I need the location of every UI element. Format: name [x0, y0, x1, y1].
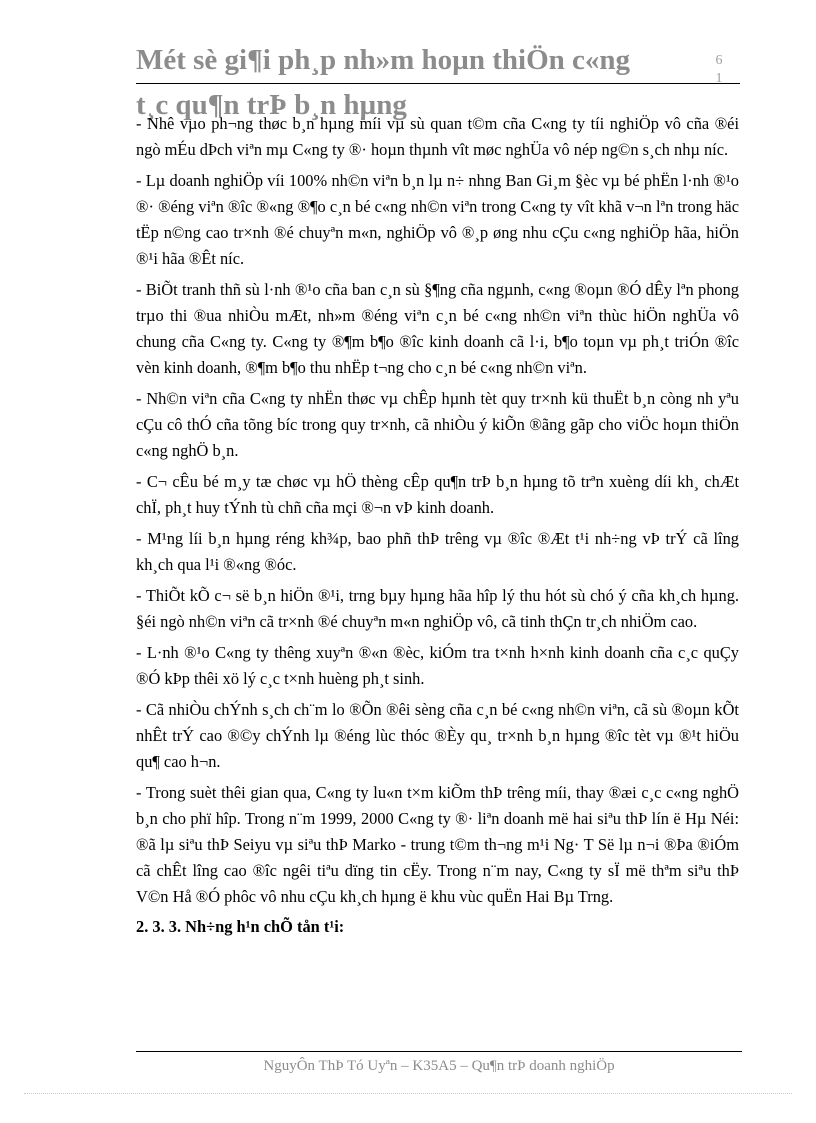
section-subheading: 2. 3. 3. Nh÷ng h¹n chÕ tån t¹i:	[136, 917, 345, 936]
paragraph: - Lµ doanh nghiÖp víi 100% nh©n viªn b¸n lµ n÷ nhng Ban Gi¸m §èc vµ bé phËn l·nh ®¹o ®· ®éng viªn ®îc ®«ng ®¶o c¸n bé c«ng nh©n viªn trong C«ng ty vît khã v¬n lªn trong häc tËp n©ng cao tr×nh ®é chuyªn m«n, nghiÖp vô ®¸p øng nhu cÇu c«ng nghiÖp hãa, hiÖn ®¹i hãa ®Êt níc.	[136, 171, 739, 268]
paragraph: - Nh©n viªn cña C«ng ty nhËn thøc vµ chÊp hµnh tèt quy tr×nh kü thuËt b¸n còng nh yªu cÇu cô thÓ cña tõng bíc trong quy tr×nh, cã nhiÒu ý kiÕn ®ãng gãp cho viÖc hoµn thiÖn c«ng nghÖ b¸n.	[136, 389, 739, 460]
paragraph: - M¹ng líi b¸n hµng réng kh¾p, bao phñ thÞ trêng vµ ®îc ®Æt t¹i nh÷ng vÞ trÝ cã lîng kh¸ch qua l¹i ®«ng ®óc.	[136, 529, 739, 574]
header-title-line-1: Mét sè gi¶i ph¸p nh»m hoµn thiÖn c«ng	[136, 44, 631, 76]
page-footer: NguyÔn ThÞ Tó Uyªn – K35A5 – Qu¶n trÞ doanh nghiÖp	[263, 1058, 615, 1074]
paragraph: - Trong suèt thêi gian qua, C«ng ty lu«n t×m kiÕm thÞ trêng míi, thay ®æi c¸c c«ng nghÖ b¸n cho phï hîp. Trong n¨m 1999, 2000 C«ng ty ®· liªn doanh më hai siªu thÞ lín ë Hµ Néi: ®ã lµ siªu thÞ Seiyu vµ siªu thÞ Marko - trung t©m th¬ng m¹i Ng· T Së lµ n¬i ®Þa ®iÓm cã chÊt lîng cao ®îc ngêi tiªu dïng tin cËy. Trong n¨m nay, C«ng ty sÏ më thªm siªu thÞ V©n Hå ®Ó phôc vô nhu cÇu kh¸ch hµng ë khu vùc quËn Hai Bµ Trng.	[136, 783, 739, 906]
paragraph: - C¬ cÊu bé m¸y tæ chøc vµ hÖ thèng cÊp qu¶n trÞ b¸n hµng tõ trªn xuèng díi kh¸ chÆt chÏ, ph¸t huy tÝnh tù chñ cña mçi ®¬n vÞ kinh doanh.	[136, 472, 739, 517]
paragraph: - ThiÕt kÕ c¬ së b¸n hiÖn ®¹i, trng bµy hµng hãa hîp lý thu hót sù chó ý cña kh¸ch hµng. §éi ngò nh©n viªn cã tr×nh ®é chuyªn m«n nghiÖp vô, cã tinh thÇn tr¸ch nhiÖm cao.	[136, 586, 739, 631]
page-number-bottom: 1	[715, 71, 723, 86]
paragraph: - Nhê vµo ph¬ng thøc b¸n hµng míi vµ sù quan t©m cña C«ng ty tíi nghiÖp vô cña ®éi ngò mÉu dÞch viªn mµ C«ng ty ®· hoµn thµnh vît møc nghÜa vô nép ng©n s¸ch nhµ níc.	[136, 114, 739, 159]
document-body	[136, 111, 739, 940]
header-divider	[136, 83, 740, 84]
footer-divider	[136, 1051, 742, 1052]
page-number-top: 6	[715, 53, 723, 68]
paragraph: - L·nh ®¹o C«ng ty thêng xuyªn ®«n ®èc, kiÓm tra t×nh h×nh kinh doanh cña c¸c quÇy ®Ó kÞp thêi xö lý c¸c t×nh huèng ph¸t sinh.	[136, 643, 739, 688]
page-bottom-edge	[24, 1093, 792, 1094]
paragraph: - Cã nhiÒu chÝnh s¸ch ch¨m lo ®Õn ®êi sèng cña c¸n bé c«ng nh©n viªn, cã sù ®oµn kÕt nhÊt trÝ cao ®©y chÝnh lµ ®éng lùc thóc ®Èy qu¸ tr×nh b¸n hµng ®îc tèt vµ ®¹t hiÖu qu¶ cao h¬n.	[136, 700, 739, 771]
header-title-line-2: t¸c qu¶n trÞ b¸n hµng	[136, 89, 407, 121]
paragraph: - BiÕt tranh thñ sù l·nh ®¹o cña ban c¸n sù §¶ng cña ngµnh, c«ng ®oµn ®Ó dÊy lªn phong trµo thi ®ua nhiÒu mÆt, nh»m ®éng viªn c¸n bé c«ng nh©n viªn thùc hiÖn nghÜa vô chung cña C«ng ty. C«ng ty ®¶m b¶o ®îc kinh doanh cã l·i, b¶o toµn vµ ph¸t triÓn ®îc vèn kinh doanh, ®¶m b¶o thu nhËp t¬ng cho c¸n bé c«ng nh©n viªn.	[136, 280, 739, 377]
